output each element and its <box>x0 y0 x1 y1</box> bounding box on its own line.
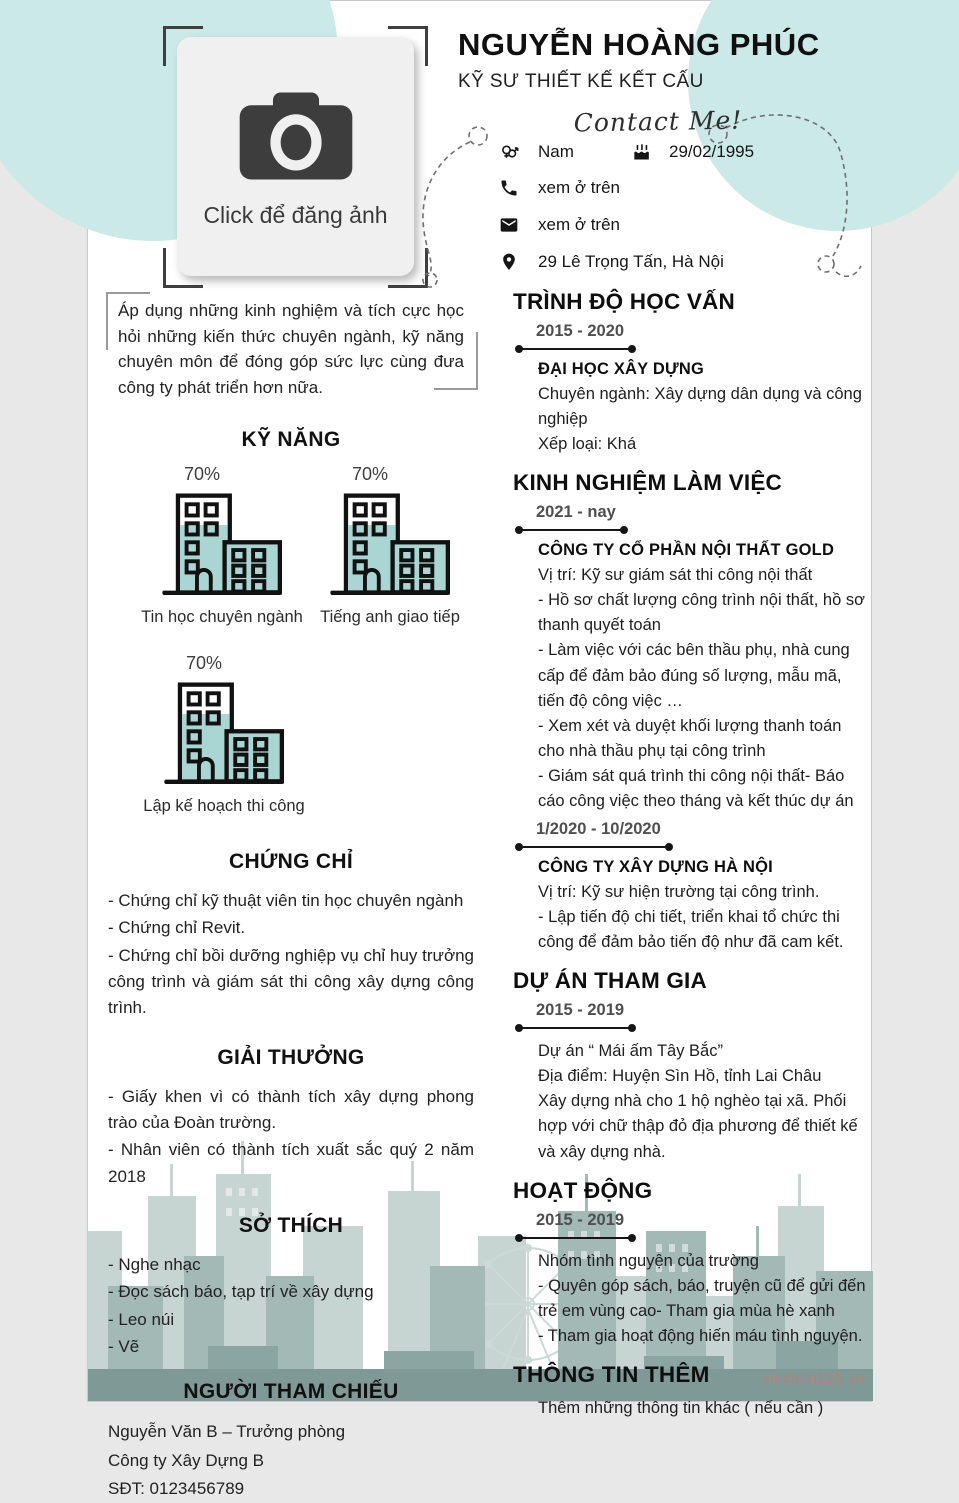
entry-line: - Quyên góp sách, báo, truyện cũ để gửi đến trẻ em vùng cao- Tham gia mùa hè xanh <box>538 1276 866 1320</box>
email-value: xem ở trên <box>538 215 621 234</box>
birthday-cake-icon <box>631 141 653 163</box>
timeline-period <box>536 322 624 350</box>
list-item: - Nghe nhạc <box>108 1255 201 1275</box>
entry-line: - Lập tiến độ chi tiết, triển khai tổ chức thi công để đảm bảo tiến độ như đã cam kết. <box>538 908 844 952</box>
contact-me-script: Contact Me! <box>573 105 743 138</box>
timeline-period <box>536 1211 624 1239</box>
period-text: 1/2020 - 10/2020 <box>536 820 661 839</box>
period-text: 2015 - 2019 <box>536 1001 625 1020</box>
intro-text: Áp dụng những kinh nghiệm và tích cực học hỏi những kiến thức chuyên ngành, kỹ năng chuyên môn để đóng góp sức lực cùng đưa công ty phát triển hơn nữa. <box>118 301 464 397</box>
list-item: - Chứng chỉ Revit. <box>108 918 246 938</box>
education-heading: TRÌNH ĐỘ HỌC VẤN <box>513 289 735 314</box>
building-chart-icon <box>325 487 455 601</box>
timeline-line <box>519 846 669 848</box>
location-pin-icon <box>498 251 520 273</box>
certificates-list <box>108 888 474 1022</box>
entry-line: Dự án “ Mái ấm Tây Bắc” <box>538 1042 723 1061</box>
quote-bracket-icon <box>434 332 478 390</box>
experience-entry <box>538 541 867 814</box>
entry-line: - Hồ sơ chất lượng công trình nội thất, hồ sơ thanh quyết toán <box>538 591 865 635</box>
skills-row-2 <box>138 653 474 816</box>
list-item: - Đọc sách báo, tạp trí về xây dựng <box>108 1282 374 1302</box>
experience-heading: KINH NGHIỆM LÀM VIỆC <box>513 470 783 496</box>
phone-value: xem ở trên <box>538 178 621 197</box>
address-value: 29 Lê Trọng Tấn, Hà Nội <box>538 252 724 271</box>
entry-line: - Làm việc với các bên thầu phụ, nhà cung cấp để đảm bảo đúng số lượng, mẫu mã, tiến độ công việc … <box>538 641 850 710</box>
entry-line: Xây dựng nhà cho 1 hộ nghèo tại xã. Phối hợp với chữ thập đỏ địa phương để thiết kế và xây dựng nhà. <box>538 1092 858 1161</box>
references-heading: NGƯỜI THAM CHIẾU <box>183 1380 399 1404</box>
project-entry <box>538 1039 867 1164</box>
entry-line: Thêm những thông tin khác ( nếu cần ) <box>538 1398 824 1417</box>
intro-paragraph <box>108 294 474 406</box>
certificates-heading: CHỨNG CHỈ <box>229 850 353 873</box>
contact-gender-row <box>498 141 574 163</box>
more-info-heading: THÔNG TIN THÊM <box>513 1361 710 1387</box>
organization-name: CÔNG TY XÂY DỰNG HÀ NỘI <box>538 858 773 877</box>
camera-icon <box>232 84 360 188</box>
reference-line: Công ty Xây Dựng B <box>108 1450 264 1470</box>
gender-value: Nam <box>538 142 574 161</box>
reference-line: Nguyễn Văn B – Trưởng phòng <box>108 1422 346 1442</box>
timeline-period <box>536 503 616 531</box>
period-text: 2021 - nay <box>536 503 616 522</box>
list-item: - Leo núi <box>108 1309 175 1329</box>
building-chart-icon <box>157 487 287 601</box>
skills-row-1 <box>138 464 474 627</box>
building-chart-icon <box>159 676 289 790</box>
entry-line: - Xem xét và duyệt khối lượng thanh toán cho nhà thầu phụ tại công trình <box>538 716 842 760</box>
skill-label: Tin học chuyên ngành <box>141 608 303 626</box>
skills-heading: KỸ NĂNG <box>241 428 341 451</box>
skill-percent: 70% <box>185 653 223 673</box>
activity-entry <box>538 1249 867 1349</box>
entry-line: Xếp loại: Khá <box>538 435 637 454</box>
timeline-period <box>536 820 661 848</box>
email-icon <box>498 214 520 236</box>
entry-line: Vị trí: Kỹ sư hiện trường tại công trình. <box>538 883 820 902</box>
reference-line: SĐT: 0123456789 <box>108 1478 245 1498</box>
organization-name: CÔNG TY CỔ PHẦN NỘI THẤT GOLD <box>538 541 835 560</box>
more-info-block <box>538 1396 867 1421</box>
awards-list <box>108 1084 474 1190</box>
skill-percent: 70% <box>351 464 389 484</box>
skill-percent: 70% <box>183 464 221 484</box>
contact-phone-row <box>498 177 620 199</box>
skill-item <box>138 653 310 816</box>
photo-upload-label: Click để đăng ảnh <box>203 202 388 228</box>
experience-entry <box>538 858 867 955</box>
contact-email-row <box>498 214 620 236</box>
timeline-line <box>519 1237 632 1239</box>
contact-address-row <box>498 251 724 273</box>
skill-label: Lập kế hoạch thi công <box>143 797 305 815</box>
organization-name: ĐẠI HỌC XÂY DỰNG <box>538 360 705 378</box>
entry-line: Nhóm tình nguyện của trường <box>538 1251 759 1270</box>
activities-heading: HOẠT ĐỘNG <box>513 1177 653 1203</box>
entry-line: Chuyên ngành: Xây dựng dân dụng và công nghiệp <box>538 385 862 429</box>
phone-icon <box>498 177 520 199</box>
right-column <box>513 289 867 1425</box>
period-text: 2015 - 2019 <box>536 1210 625 1229</box>
awards-heading: GIẢI THƯỞNG <box>217 1045 365 1069</box>
list-item: - Nhân viên có thành tích xuất sắc quý 2 năm 2018 <box>108 1140 474 1186</box>
entry-line: Địa điểm: Huyện Sìn Hồ, tỉnh Lai Châu <box>538 1067 822 1086</box>
skill-item <box>138 464 306 627</box>
skill-item <box>306 464 474 627</box>
projects-heading: DỰ ÁN THAM GIA <box>513 968 707 994</box>
birthday-value: 29/02/1995 <box>669 142 755 161</box>
photo-frame <box>163 26 428 288</box>
site-watermark: vieclam123.vn <box>762 1370 865 1387</box>
hobbies-list <box>108 1252 474 1360</box>
list-item: - Giấy khen vì có thành tích xây dựng phong trào của Đoàn trường. <box>108 1086 474 1133</box>
candidate-job-title: KỸ SƯ THIẾT KẾ KẾT CẤU <box>458 71 704 92</box>
quote-bracket-icon <box>106 292 150 350</box>
list-item: - Chứng chỉ bồi dưỡng nghiệp vụ chỉ huy trưởng công trình và giám sát thi công xây dựng công trình. <box>108 945 474 1018</box>
period-text: 2015 - 2020 <box>536 322 625 340</box>
list-item: - Chứng chỉ kỹ thuật viên tin học chuyên ngành <box>108 891 464 910</box>
timeline-line <box>519 529 624 531</box>
timeline-line <box>519 1027 632 1029</box>
contact-birthday-row <box>631 141 754 163</box>
skill-label: Tiếng anh giao tiếp <box>320 608 460 626</box>
references-block <box>108 1418 474 1502</box>
entry-line: Vị trí: Kỹ sư giám sát thi công nội thất <box>538 566 813 585</box>
education-entry <box>538 360 867 457</box>
photo-upload-button[interactable] <box>177 37 414 276</box>
entry-line: - Tham gia hoạt động hiến máu tình nguyện. <box>538 1326 863 1345</box>
cv-page <box>87 0 872 1498</box>
list-item: - Vẽ <box>108 1337 140 1357</box>
gender-icon <box>498 141 520 163</box>
candidate-name: NGUYỄN HOÀNG PHÚC <box>458 27 820 62</box>
timeline-period <box>536 1001 624 1029</box>
hobbies-heading: SỞ THÍCH <box>238 1214 344 1238</box>
left-column <box>108 294 474 1503</box>
entry-line: - Giám sát quá trình thi công nội thất- Báo cáo công việc theo tháng và kết thúc dự án <box>538 766 854 810</box>
timeline-line <box>519 348 632 350</box>
